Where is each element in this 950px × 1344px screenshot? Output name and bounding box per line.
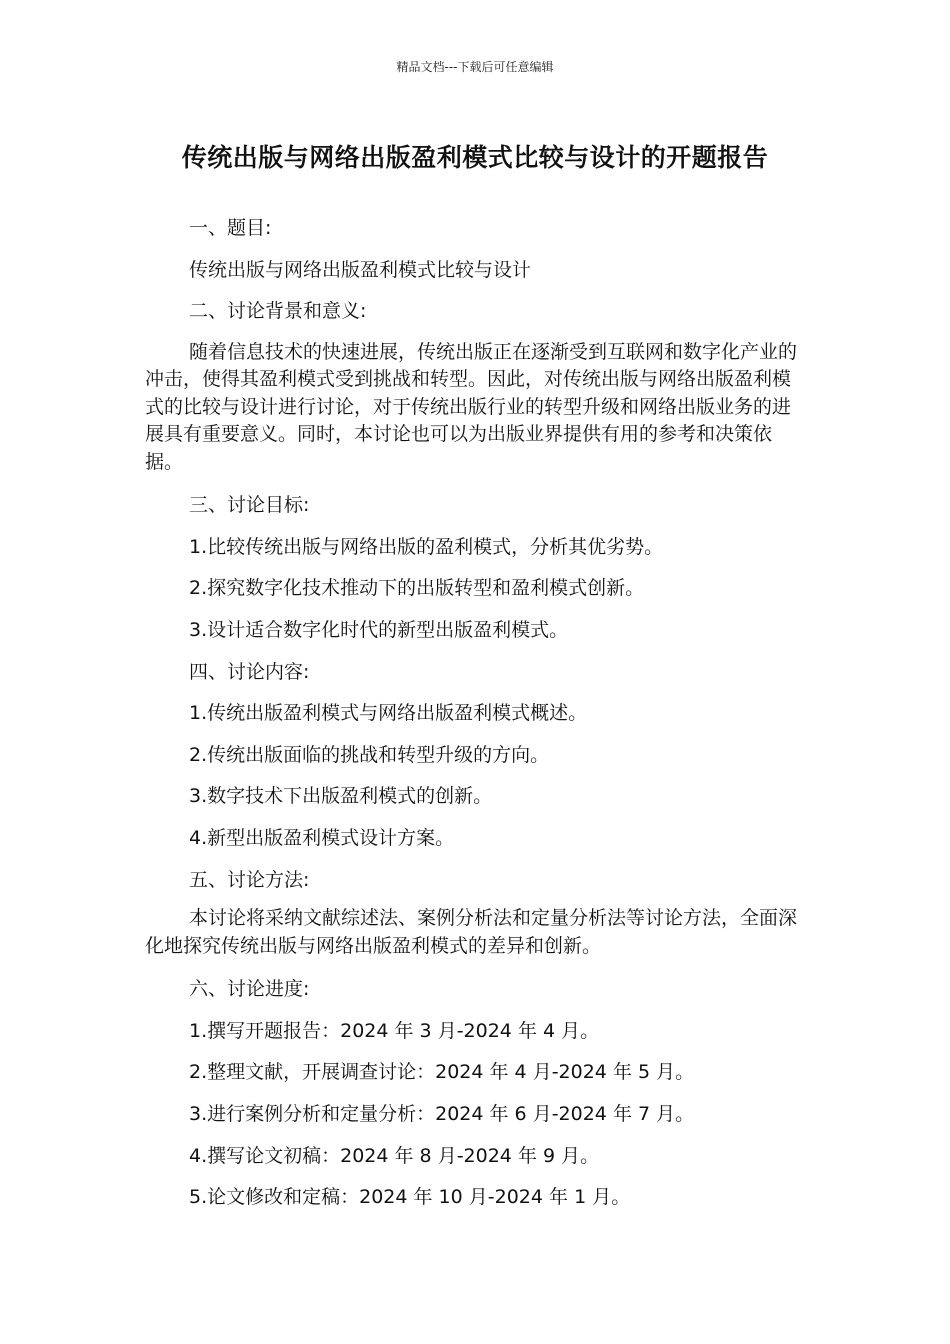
objective-item: 3.设计适合数字化时代的新型出版盈利模式。 [189,619,569,642]
content-item: 1.传统出版盈利模式与网络出版盈利模式概述。 [189,702,588,725]
schedule-item: 1.撰写开题报告：2024 年 3 月-2024 年 4 月。 [189,1019,600,1042]
schedule-item: 3.进行案例分析和定量分析：2024 年 6 月-2024 年 7 月。 [189,1103,695,1125]
schedule-item: 4.撰写论文初稿：2024 年 8 月-2024 年 9 月。 [189,1144,600,1167]
section-6-heading: 六、讨论进度: [189,978,310,1001]
page-header: 精品文档---下载后可任意编辑 [396,60,554,74]
content-item: 4.新型出版盈利模式设计方案。 [189,827,455,850]
topic-text: 传统出版与网络出版盈利模式比较与设计 [189,258,532,281]
document-body [145,212,800,1223]
objective-item: 2.探究数字化技术推动下的出版转型和盈利模式创新。 [189,577,645,600]
method-paragraph: 本讨论将采纳文献综述法、案例分析法和定量分析法等讨论方法，全面深化地探究传统出版与网络出版盈利模式的差异和创新。 [145,907,798,957]
section-3-heading: 三、讨论目标: [189,494,310,517]
background-paragraph: 随着信息技术的快速进展，传统出版正在逐渐受到互联网和数字化产业的冲击，使得其盈利模式受到挑战和转型。因此，对传统出版与网络出版盈利模式的比较与设计进行讨论，对于传统出版行业的转型升级和网络出版业务的进展具有重要意义。同时，本讨论也可以为出版业界提供有用的参考和决策依据。 [145,340,798,473]
section-1-heading: 一、题目: [189,217,272,239]
section-4-heading: 四、讨论内容: [189,660,310,683]
section-2-heading: 二、讨论背景和意义: [189,300,367,323]
objective-item: 1.比较传统出版与网络出版的盈利模式，分析其优劣势。 [189,535,664,558]
content-item: 3.数字技术下出版盈利模式的创新。 [189,785,493,808]
document-title: 传统出版与网络出版盈利模式比较与设计的开题报告 [181,143,769,172]
content-item: 2.传统出版面临的挑战和转型升级的方向。 [189,743,550,766]
schedule-item: 5.论文修改和定稿：2024 年 10 月-2024 年 1 月。 [189,1186,631,1209]
schedule-item: 2.整理文献，开展调查讨论：2024 年 4 月-2024 年 5 月。 [189,1061,695,1084]
section-5-heading: 五、讨论方法: [189,868,310,891]
